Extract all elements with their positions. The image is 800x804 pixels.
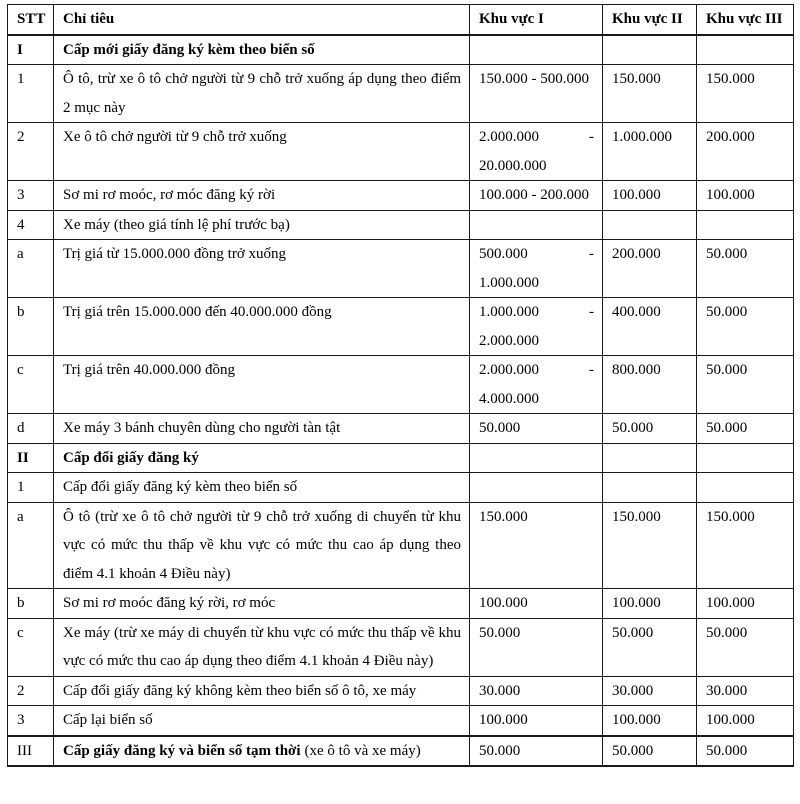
range-dash: - xyxy=(589,304,594,320)
range-dash: - xyxy=(589,129,594,145)
cell-kv3: 150.000 xyxy=(697,65,794,123)
fee-schedule-table xyxy=(7,4,794,767)
cell-kv1 xyxy=(470,35,603,65)
cell-kv1 xyxy=(470,443,603,473)
cell-kv1: 30.000 xyxy=(470,676,603,706)
cell-kv1: 50.000 xyxy=(470,414,603,444)
range-from: 2.000.000 xyxy=(479,362,539,378)
cell-label: Sơ mi rơ moóc đăng ký rời, rơ móc xyxy=(54,589,470,619)
table-row xyxy=(8,240,794,298)
cell-kv2: 200.000 xyxy=(603,240,697,298)
table-row xyxy=(8,65,794,123)
range-to: 1.000.000 xyxy=(479,274,539,291)
cell-label: Trị giá từ 15.000.000 đồng trở xuống xyxy=(54,240,470,298)
range-from: 2.000.000 xyxy=(479,129,539,145)
cell-stt: a xyxy=(8,240,54,298)
cell-stt: c xyxy=(8,618,54,676)
cell-kv3: 100.000 xyxy=(697,181,794,211)
cell-stt: a xyxy=(8,502,54,589)
cell-kv3 xyxy=(697,473,794,503)
cell-stt: b xyxy=(8,298,54,356)
cell-kv1 xyxy=(470,473,603,503)
cell-kv2: 50.000 xyxy=(603,736,697,767)
cell-stt: 1 xyxy=(8,65,54,123)
cell-kv3 xyxy=(697,35,794,65)
table-row xyxy=(8,589,794,619)
cell-label: Cấp đổi giấy đăng ký không kèm theo biển số ô tô, xe máy xyxy=(54,676,470,706)
cell-label: Ô tô (trừ xe ô tô chở người từ 9 chỗ trở xuống di chuyển từ khu vực có mức thu thấp về khu vực có mức thu cao áp dụng theo điểm 4.1 khoản 4 Điều này) xyxy=(54,502,470,589)
table-row xyxy=(8,210,794,240)
cell-kv2: 100.000 xyxy=(603,181,697,211)
cell-label: Cấp đổi giấy đăng ký xyxy=(54,443,470,473)
cell-kv3: 50.000 xyxy=(697,414,794,444)
cell-kv2 xyxy=(603,210,697,240)
cell-stt: d xyxy=(8,414,54,444)
cell-label: Xe ô tô chở người từ 9 chỗ trở xuống xyxy=(54,123,470,181)
cell-kv1: 100.000 - 200.000 xyxy=(470,181,603,211)
range-to: 4.000.000 xyxy=(479,390,539,407)
cell-label: Xe máy 3 bánh chuyên dùng cho người tàn tật xyxy=(54,414,470,444)
range-dash: - xyxy=(589,362,594,378)
cell-kv3: 30.000 xyxy=(697,676,794,706)
cell-kv2 xyxy=(603,443,697,473)
cell-kv1: 50.000 xyxy=(470,736,603,767)
range-to: 2.000.000 xyxy=(479,332,539,349)
cell-kv1: 50.000 xyxy=(470,618,603,676)
cell-kv1: 100.000 xyxy=(470,706,603,736)
cell-kv1: 150.000 xyxy=(470,502,603,589)
section-label: Cấp giấy đăng ký và biển số tạm thời xyxy=(63,742,301,759)
cell-kv3: 50.000 xyxy=(697,356,794,414)
cell-kv2: 1.000.000 xyxy=(603,123,697,181)
cell-label: Trị giá trên 15.000.000 đến 40.000.000 đồng xyxy=(54,298,470,356)
cell-kv3: 50.000 xyxy=(697,240,794,298)
cell-stt: 3 xyxy=(8,706,54,736)
header-cell-khu-vuc-1: Khu vực I xyxy=(470,5,603,35)
table-row xyxy=(8,502,794,589)
cell-stt: 2 xyxy=(8,676,54,706)
cell-kv3: 150.000 xyxy=(697,502,794,589)
table-row xyxy=(8,123,794,181)
cell-label: Cấp đổi giấy đăng ký kèm theo biển số xyxy=(54,473,470,503)
cell-label xyxy=(54,736,470,767)
table-row xyxy=(8,618,794,676)
cell-kv3: 100.000 xyxy=(697,706,794,736)
cell-stt: III xyxy=(8,736,54,767)
table-row xyxy=(8,356,794,414)
range-to: 20.000.000 xyxy=(479,157,547,174)
cell-stt: b xyxy=(8,589,54,619)
cell-label: Sơ mi rơ moóc, rơ móc đăng ký rời xyxy=(54,181,470,211)
cell-kv2: 400.000 xyxy=(603,298,697,356)
cell-label: Xe máy (theo giá tính lệ phí trước bạ) xyxy=(54,210,470,240)
table-row xyxy=(8,181,794,211)
table-row xyxy=(8,473,794,503)
cell-kv2 xyxy=(603,473,697,503)
section-label-note: (xe ô tô và xe máy) xyxy=(304,742,421,759)
cell-kv1-range xyxy=(470,240,603,298)
range-from: 500.000 xyxy=(479,246,528,262)
cell-kv3 xyxy=(697,210,794,240)
cell-kv2: 150.000 xyxy=(603,65,697,123)
cell-stt: c xyxy=(8,356,54,414)
cell-label: Cấp mới giấy đăng ký kèm theo biển số xyxy=(54,35,470,65)
cell-kv3: 200.000 xyxy=(697,123,794,181)
header-cell-stt: STT xyxy=(8,5,54,35)
cell-kv1: 150.000 - 500.000 xyxy=(470,65,603,123)
header-cell-chi-tieu: Chỉ tiêu xyxy=(54,5,470,35)
cell-kv1-range xyxy=(470,123,603,181)
cell-kv1-range xyxy=(470,356,603,414)
header-cell-khu-vuc-2: Khu vực II xyxy=(603,5,697,35)
cell-label: Cấp lại biển số xyxy=(54,706,470,736)
cell-kv2: 50.000 xyxy=(603,414,697,444)
table-row xyxy=(8,414,794,444)
cell-stt: 2 xyxy=(8,123,54,181)
table-row-section-I xyxy=(8,35,794,65)
cell-kv3: 50.000 xyxy=(697,298,794,356)
cell-kv2: 150.000 xyxy=(603,502,697,589)
range-dash: - xyxy=(589,246,594,262)
table-row-section-III xyxy=(8,736,794,767)
cell-label: Ô tô, trừ xe ô tô chở người từ 9 chỗ trở xuống áp dụng theo điểm 2 mục này xyxy=(54,65,470,123)
range-from: 1.000.000 xyxy=(479,304,539,320)
header-cell-khu-vuc-3: Khu vực III xyxy=(697,5,794,35)
table-row xyxy=(8,298,794,356)
cell-stt: 1 xyxy=(8,473,54,503)
cell-stt: 3 xyxy=(8,181,54,211)
cell-kv3: 100.000 xyxy=(697,589,794,619)
table-row xyxy=(8,676,794,706)
cell-stt: I xyxy=(8,35,54,65)
cell-kv1: 100.000 xyxy=(470,589,603,619)
table-row xyxy=(8,706,794,736)
cell-kv2: 30.000 xyxy=(603,676,697,706)
cell-kv3: 50.000 xyxy=(697,618,794,676)
cell-stt: 4 xyxy=(8,210,54,240)
cell-kv2 xyxy=(603,35,697,65)
cell-kv2: 100.000 xyxy=(603,706,697,736)
cell-kv3: 50.000 xyxy=(697,736,794,767)
cell-label: Xe máy (trừ xe máy di chuyển từ khu vực có mức thu thấp về khu vực có mức thu cao áp dụng theo điểm 4.1 khoản 4 Điều này) xyxy=(54,618,470,676)
table-row-section-II xyxy=(8,443,794,473)
cell-label: Trị giá trên 40.000.000 đồng xyxy=(54,356,470,414)
cell-kv1 xyxy=(470,210,603,240)
cell-kv2: 100.000 xyxy=(603,589,697,619)
cell-kv2: 50.000 xyxy=(603,618,697,676)
cell-kv1-range xyxy=(470,298,603,356)
cell-kv2: 800.000 xyxy=(603,356,697,414)
cell-kv3 xyxy=(697,443,794,473)
header-row xyxy=(8,5,794,35)
cell-stt: II xyxy=(8,443,54,473)
